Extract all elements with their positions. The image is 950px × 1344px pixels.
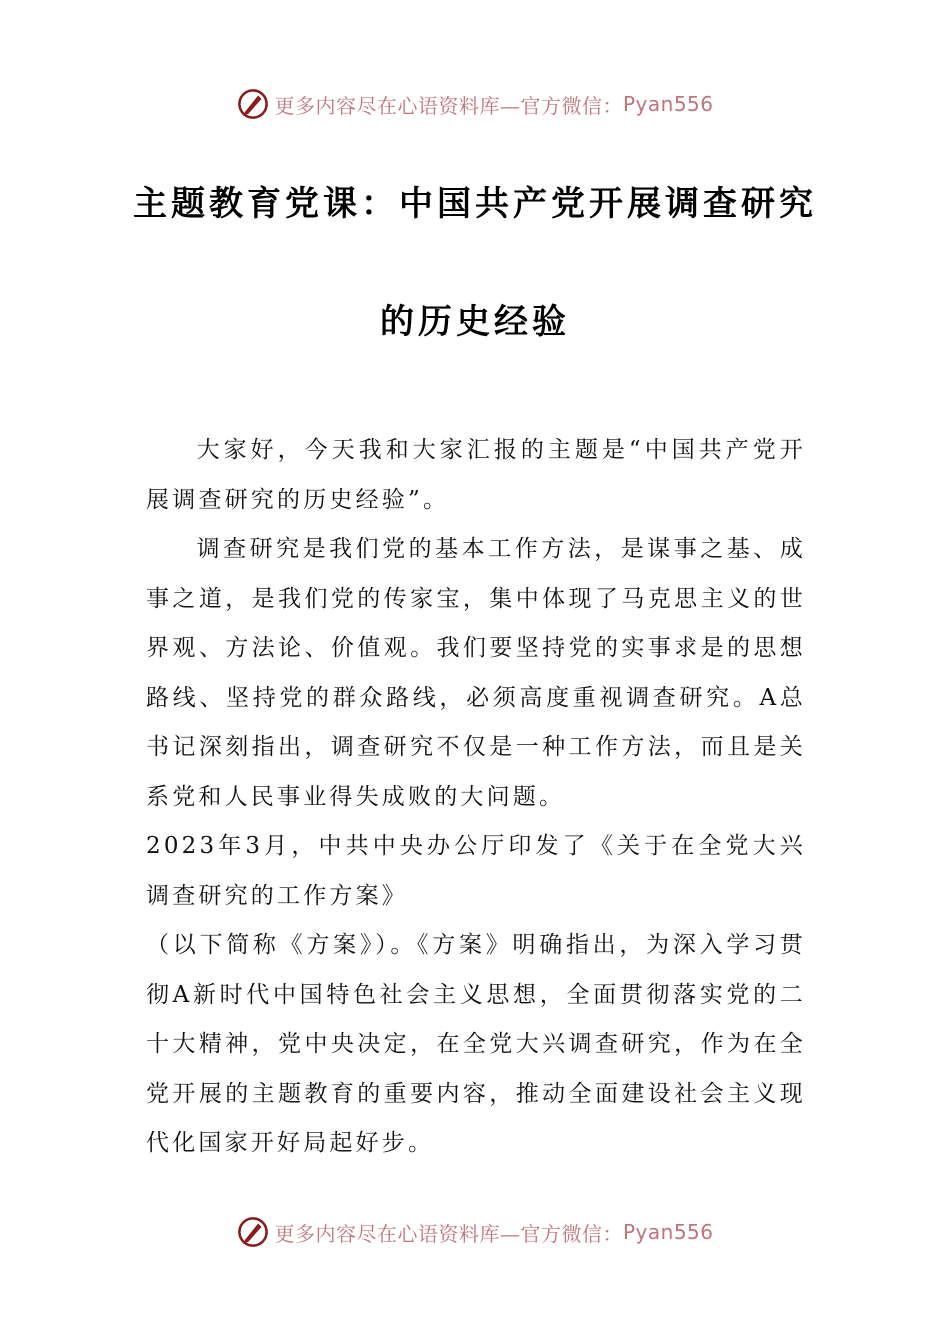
watermark-text: 更多内容尽在心语资料库—官方微信：: [274, 1221, 623, 1246]
document-body: [146, 426, 806, 1169]
watermark-text: 更多内容尽在心语资料库—官方微信：: [274, 93, 623, 118]
paragraph-plan: （以下简称《方案》）。《方案》明确指出，为深入学习贯彻A新时代中国特色社会主义思想，全面贯彻落实党的二十大精神，党中央决定，在全党大兴调查研究，作为在全党开展的主题教育的重要内容，推动全面建设社会主义现代化国家开好局起好步。: [146, 932, 806, 1156]
watermark-handle: Pyan556: [622, 1220, 714, 1244]
pen-quill-icon: [236, 87, 270, 121]
paragraph-date: 2023年3月，中共中央办公厅印发了《关于在全党大兴调查研究的工作方案》: [146, 833, 806, 909]
paragraph-method: 调查研究是我们党的基本工作方法，是谋事之基、成事之道，是我们党的传家宝，集中体现了马克思主义的世界观、方法论、价值观。我们要坚持党的实事求是的思想路线、坚持党的群众路线，必须高度重视调查研究。A总书记深刻指出，调查研究不仅是一种工作方法，而且是关系党和人民事业得失成败的大问题。: [146, 536, 806, 810]
document-title-line-2: 的历史经验: [380, 302, 570, 342]
paragraph-greeting: 大家好，今天我和大家汇报的主题是“中国共产党开展调查研究的历史经验”。: [146, 437, 806, 513]
watermark-banner-top: [0, 84, 950, 124]
pen-quill-icon: [236, 1215, 270, 1249]
document-title-line-1: 主题教育党课：中国共产党开展调查研究: [133, 184, 817, 224]
watermark-handle: Pyan556: [622, 92, 714, 116]
watermark-banner-bottom: [0, 1212, 950, 1252]
